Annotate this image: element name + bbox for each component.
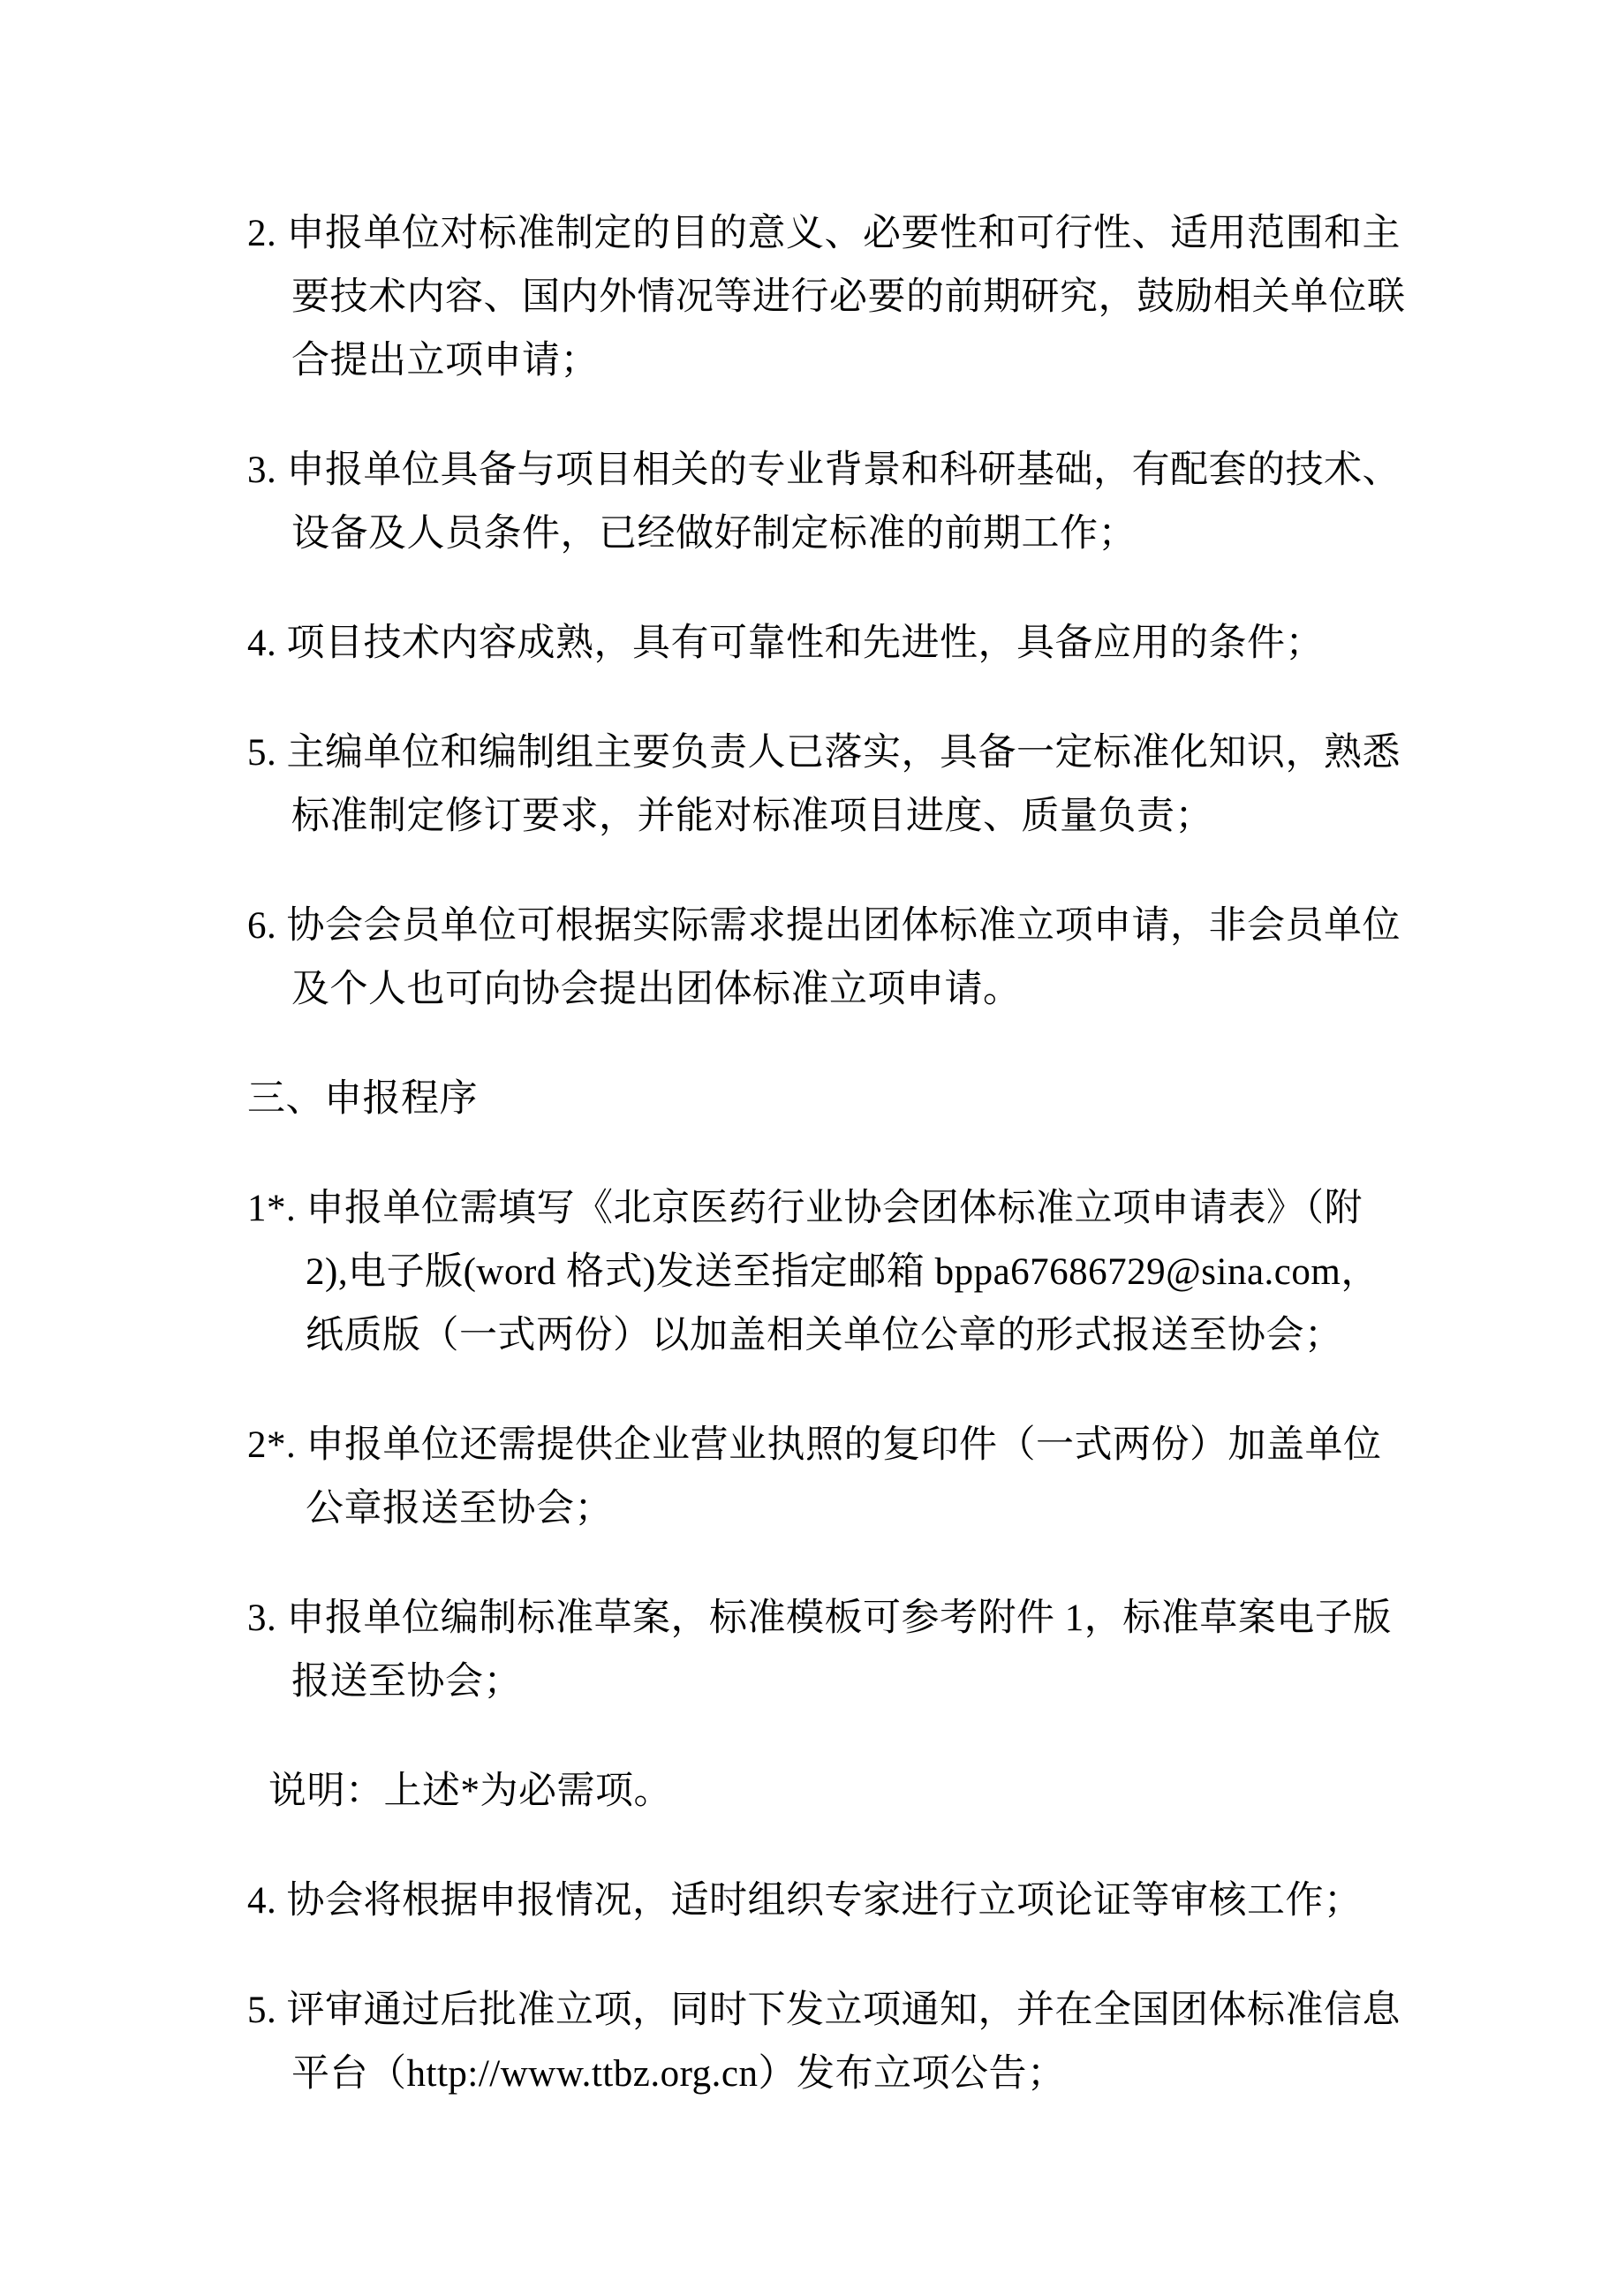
text-line: 平台（http://www.ttbz.org.cn）发布立项公告； <box>291 2053 1066 2095</box>
list-item <box>247 1869 1484 1933</box>
list-item <box>247 1587 1484 1714</box>
text-line: 要技术内容、国内外情况等进行必要的前期研究，鼓励相关单位联 <box>291 276 1406 318</box>
list-item <box>247 895 1484 1022</box>
text-line: 4. 协会将根据申报情况，适时组织专家进行立项论证等审核工作； <box>247 1880 1363 1922</box>
text-line: 2),电子版(word 格式)发送至指定邮箱 bppa67686729@sina.com， <box>306 1251 1379 1293</box>
list-item <box>247 721 1484 849</box>
text-line: 三、申报程序 <box>247 1078 478 1120</box>
document-body <box>247 202 1484 2152</box>
text-line: 标准制定修订要求，并能对标准项目进度、质量负责； <box>291 796 1213 837</box>
text-line: 3. 申报单位具备与项目相关的专业背景和科研基础，有配套的技术、 <box>247 449 1401 491</box>
text-line: 合提出立项申请； <box>291 340 599 381</box>
text-line: 2*. 申报单位还需提供企业营业执照的复印件（一式两份）加盖单位 <box>247 1424 1382 1466</box>
list-item <box>247 1177 1484 1368</box>
list-item <box>247 612 1484 676</box>
text-line: 4. 项目技术内容成熟，具有可靠性和先进性，具备应用的条件； <box>247 623 1324 664</box>
list-item <box>247 1414 1484 1541</box>
text-line: 报送至协会； <box>291 1661 522 1703</box>
text-line: 1*. 申报单位需填写《北京医药行业协会团体标准立项申请表》（附 <box>247 1188 1363 1229</box>
text-line: 2. 申报单位对标准制定的目的意义、必要性和可行性、适用范围和主 <box>247 213 1401 254</box>
list-item <box>247 202 1484 393</box>
note-paragraph <box>247 1760 1484 1824</box>
text-line: 3. 申报单位编制标准草案，标准模板可参考附件 1，标准草案电子版 <box>247 1597 1392 1639</box>
list-item <box>247 1979 1484 2106</box>
text-line: 5. 主编单位和编制组主要负责人已落实，具备一定标准化知识，熟悉 <box>247 732 1401 774</box>
list-item <box>247 439 1484 566</box>
text-line: 6. 协会会员单位可根据实际需求提出团体标准立项申请，非会员单位 <box>247 905 1401 947</box>
text-line: 公章报送至协会； <box>306 1488 613 1529</box>
section-heading <box>247 1068 1484 1131</box>
text-line: 及个人也可向协会提出团体标准立项申请。 <box>291 969 1022 1010</box>
text-line: 说明：上述*为必需项。 <box>268 1771 672 1812</box>
text-line: 设备及人员条件，已经做好制定标准的前期工作； <box>291 513 1137 555</box>
text-line: 纸质版（一式两份）以加盖相关单位公章的形式报送至协会； <box>306 1315 1343 1356</box>
text-line: 5. 评审通过后批准立项，同时下发立项通知，并在全国团体标准信息 <box>247 1990 1401 2031</box>
